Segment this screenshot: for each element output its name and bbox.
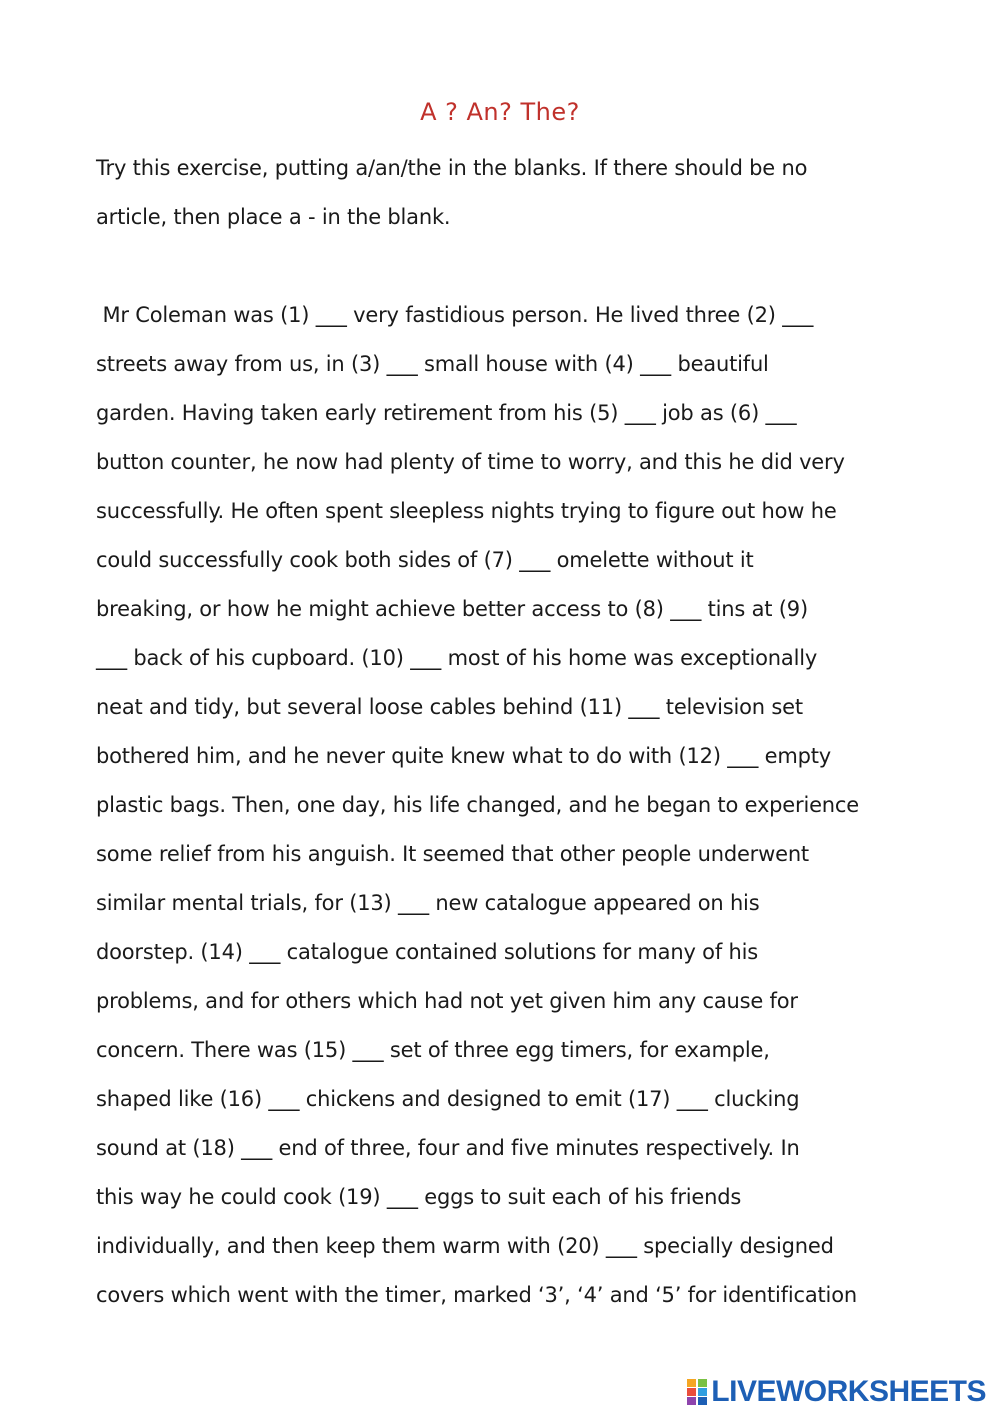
passage-line: concern. There was (15) ___ set of three egg timers, for example, bbox=[96, 1038, 770, 1062]
passage-line: could successfully cook both sides of (7) ___ omelette without it bbox=[96, 548, 754, 572]
liveworksheets-logo-text: LIVEWORKSHEETS bbox=[711, 1375, 986, 1408]
instruction-line: article, then place a - in the blank. bbox=[96, 205, 451, 229]
passage-line: neat and tidy, but several loose cables behind (11) ___ television set bbox=[96, 695, 803, 719]
page-title: A ? An? The? bbox=[420, 98, 580, 126]
passage-line: some relief from his anguish. It seemed that other people underwent bbox=[96, 842, 809, 866]
passage-line: covers which went with the timer, marked ‘3’, ‘4’ and ‘5’ for identification bbox=[96, 1283, 857, 1307]
passage-line: ___ back of his cupboard. (10) ___ most of his home was exceptionally bbox=[96, 646, 818, 670]
passage-line: individually, and then keep them warm with (20) ___ specially designed bbox=[96, 1234, 834, 1258]
passage-line: this way he could cook (19) ___ eggs to suit each of his friends bbox=[96, 1185, 742, 1209]
passage-line: successfully. He often spent sleepless nights trying to figure out how he bbox=[96, 499, 837, 523]
instruction-line: Try this exercise, putting a/an/the in the blanks. If there should be no bbox=[96, 156, 808, 180]
passage-line: button counter, he now had plenty of time to worry, and this he did very bbox=[96, 450, 845, 474]
passage-line: shaped like (16) ___ chickens and designed to emit (17) ___ clucking bbox=[96, 1087, 800, 1111]
liveworksheets-logo[interactable] bbox=[687, 1373, 986, 1411]
liveworksheets-logo-icon bbox=[687, 1379, 707, 1405]
passage-line: breaking, or how he might achieve better access to (8) ___ tins at (9) bbox=[96, 597, 808, 621]
passage-line: sound at (18) ___ end of three, four and five minutes respectively. In bbox=[96, 1136, 800, 1160]
passage-line: bothered him, and he never quite knew what to do with (12) ___ empty bbox=[96, 744, 832, 768]
passage-line: problems, and for others which had not yet given him any cause for bbox=[96, 989, 798, 1013]
passage-line: garden. Having taken early retirement from his (5) ___ job as (6) ___ bbox=[96, 401, 797, 425]
passage-line: similar mental trials, for (13) ___ new catalogue appeared on his bbox=[96, 891, 760, 915]
passage-line: plastic bags. Then, one day, his life changed, and he began to experience bbox=[96, 793, 859, 817]
passage-line: Mr Coleman was (1) ___ very fastidious person. He lived three (2) ___ bbox=[96, 303, 814, 327]
passage-line: streets away from us, in (3) ___ small house with (4) ___ beautiful bbox=[96, 352, 769, 376]
passage-line: doorstep. (14) ___ catalogue contained solutions for many of his bbox=[96, 940, 758, 964]
